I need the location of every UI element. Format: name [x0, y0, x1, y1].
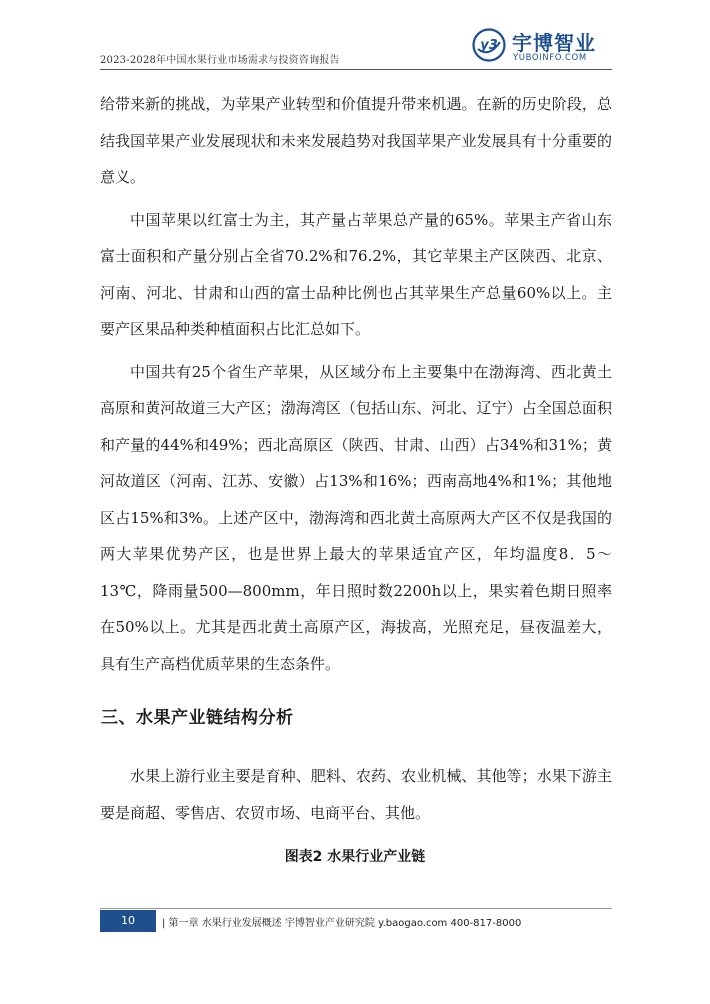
section-body: [100, 758, 612, 831]
footer-divider: [100, 908, 612, 909]
page-header: [100, 22, 612, 70]
figure-caption: 图表2 水果行业产业链: [284, 849, 426, 865]
paragraph: 水果上游行业主要是育种、肥料、农药、农业机械、其他等；水果下游主要是商超、零售店、农贸市场、电商平台、其他。: [100, 767, 612, 822]
paragraph: 中国苹果以红富士为主，其产量占苹果总产量的65%。苹果主产省山东富士面积和产量分别占全省70.2%和76.2%，其它苹果主产区陕西、北京、河南、河北、甘肃和山西的富士品种比例也占其苹果生产总量60%以上。主要产区果品种类种植面积占比汇总如下。: [100, 210, 612, 338]
yuboinfo-logo-icon: [472, 28, 506, 62]
paragraph: 中国共有25个省生产苹果，从区域分布上主要集中在渤海湾、西北黄土高原和黄河故道三大产区；渤海湾区（包括山东、河北、辽宁）占全国总面积和产量的44%和49%；西北高原区（陕西、甘肃、山西）占34%和31%；黄河故道区（河南、江苏、安徽）占13%和16%；西南高地4%和1%；其他地区占15%和3%。上述产区中，渤海湾和西北黄土高原两大产区不仅是我国的两大苹果优势产区，也是世界上最大的苹果适宜产区，年均温度8．5～13℃，降雨量500—800mm，年日照时数2200h以上，果实着色期日照率在50%以上。尤其是西北黄土高原产区，海拔高，光照充足，昼夜温差大，具有生产高档优质苹果的生态条件。: [100, 362, 612, 673]
company-logo: [472, 26, 612, 66]
logo-name: 宇博智业: [512, 31, 596, 55]
section-heading: 三、水果产业链结构分析: [101, 708, 294, 728]
svg-text:y3: y3: [480, 38, 498, 53]
paragraph: 给带来新的挑战，为苹果产业转型和价值提升带来机遇。在新的历史阶段，总结我国苹果产业发展现状和未来发展趋势对我国苹果产业发展具有十分重要的意义。: [100, 95, 612, 186]
logo-subtitle: YUBOINFO.COM: [513, 53, 587, 63]
report-title: 2023-2028年中国水果行业市场需求与投资咨询报告: [100, 55, 340, 66]
footer-text: | 第一章 水果行业发展概述 宇博智业产业研究院 y.baogao.com 400-817-8000: [162, 918, 522, 929]
body-text: [100, 86, 612, 682]
header-divider: [100, 69, 612, 70]
page-number: 10: [100, 910, 156, 932]
